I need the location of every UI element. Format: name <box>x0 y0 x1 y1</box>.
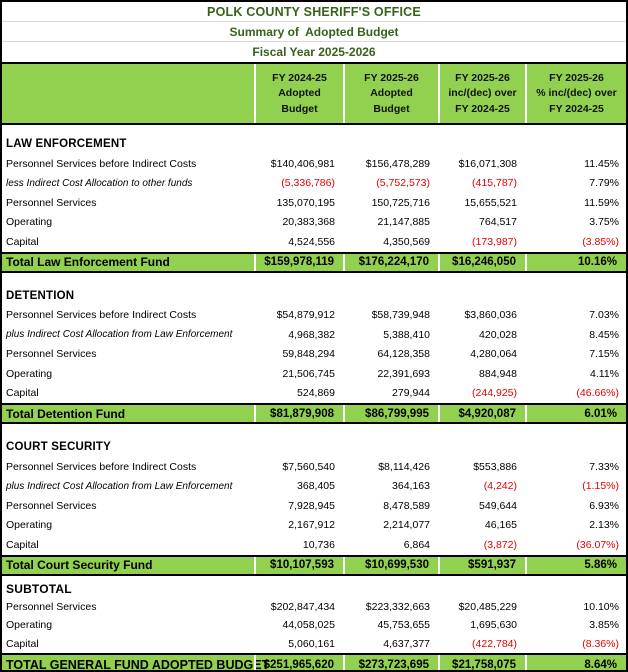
cell-value: (8.36%) <box>582 637 619 650</box>
cell-value: 6.93% <box>589 499 619 512</box>
total-cell-value: $16,246,050 <box>438 254 525 271</box>
row-label: plus Indirect Cost Allocation from Law Enforcement <box>6 480 233 492</box>
cell-value: $16,071,308 <box>458 157 517 170</box>
total-cell-value: $273,723,695 <box>343 655 438 672</box>
cell-value: 135,070,195 <box>276 196 335 209</box>
data-row <box>2 535 626 555</box>
cell-value: 21,147,885 <box>377 216 430 229</box>
cell-value: 45,753,655 <box>377 619 430 632</box>
cell-value: (5,336,786) <box>281 177 335 190</box>
cell-value: 59,848,294 <box>282 348 335 361</box>
cell-value: 10,736 <box>302 538 335 551</box>
total-row <box>2 252 626 273</box>
column-header-line: Budget <box>373 102 410 115</box>
cell-value: (415,787) <box>472 177 517 190</box>
section-court-security <box>2 424 626 576</box>
cell-value: $8,114,426 <box>378 460 430 473</box>
cell-value: 15,655,521 <box>464 196 517 209</box>
data-row <box>2 457 626 477</box>
total-cell-value: $251,965,620 <box>254 655 343 672</box>
row-label: Operating <box>6 519 53 532</box>
cell-value: 22,391,693 <box>377 367 430 380</box>
data-row <box>2 635 626 654</box>
cell-value: 7.33% <box>589 460 619 473</box>
cell-value: 150,725,716 <box>371 196 430 209</box>
total-cell-value: 6.01% <box>525 405 626 422</box>
data-row <box>2 516 626 536</box>
cell-value: 11.45% <box>584 157 619 170</box>
cell-value: 7.15% <box>589 348 619 361</box>
cell-value: 46,165 <box>484 519 517 532</box>
row-label: Personnel Services <box>6 600 97 613</box>
row-label: Capital <box>6 637 39 650</box>
total-cell-value: $21,758,075 <box>438 655 525 672</box>
cell-value: 4,524,556 <box>288 235 335 248</box>
total-cell-value: $86,799,995 <box>343 405 438 422</box>
total-cell-value: 8.64% <box>525 655 626 672</box>
total-cell-value: $10,699,530 <box>343 557 438 574</box>
cell-value: 5,060,161 <box>288 637 335 650</box>
data-row <box>2 213 626 233</box>
section-spacer <box>2 424 626 437</box>
cell-value: $140,406,981 <box>270 157 335 170</box>
total-row-label: Total Detention Fund <box>6 406 126 421</box>
cell-value: $20,485,229 <box>458 600 517 613</box>
cell-value: $223,332,663 <box>365 600 430 613</box>
section-title: COURT SECURITY <box>6 441 112 453</box>
section-spacer <box>2 273 626 286</box>
data-row <box>2 232 626 252</box>
cell-value: (1.15%) <box>582 480 619 493</box>
cell-value: $7,560,540 <box>282 460 335 473</box>
total-row <box>2 653 626 672</box>
cell-value: 4,280,064 <box>470 348 517 361</box>
row-label: Personnel Services before Indirect Costs <box>6 460 197 473</box>
row-label: Capital <box>6 235 39 248</box>
data-row <box>2 598 626 617</box>
cell-value: 64,128,358 <box>377 348 430 361</box>
section-law-enforcement <box>2 125 626 273</box>
cell-value: $54,879,912 <box>276 309 335 322</box>
row-label: Personnel Services <box>6 499 97 512</box>
section-title: DETENTION <box>6 289 75 302</box>
column-header-line: FY 2024-25 <box>455 102 510 115</box>
cell-value: 8,478,589 <box>383 499 430 512</box>
cell-value: (36.07%) <box>576 538 619 551</box>
total-row-label: Total Court Security Fund <box>6 558 153 572</box>
cell-value: $3,860,036 <box>464 309 517 322</box>
total-cell-value: 10.16% <box>525 254 626 271</box>
cell-value: 44,058,025 <box>282 619 335 632</box>
section-detention <box>2 273 626 425</box>
cell-value: 4,350,569 <box>383 235 430 248</box>
cell-value: 364,163 <box>392 480 430 493</box>
report-fiscal-year: Fiscal Year 2025-2026 <box>252 45 376 59</box>
column-header-3 <box>525 64 626 123</box>
row-label: plus Indirect Cost Allocation from Law Enforcement <box>6 329 233 341</box>
cell-value: (422,784) <box>472 637 517 650</box>
data-row <box>2 616 626 635</box>
data-row <box>2 154 626 174</box>
section-title: SUBTOTAL <box>6 581 72 596</box>
total-cell-value: $159,978,119 <box>254 254 343 271</box>
row-label: Operating <box>6 216 53 229</box>
total-row-label: Total Law Enforcement Fund <box>6 255 170 269</box>
cell-value: (4,242) <box>483 480 517 493</box>
data-row <box>2 384 626 404</box>
cell-value: $202,847,434 <box>270 600 335 613</box>
column-header-2 <box>438 64 525 123</box>
data-row <box>2 477 626 497</box>
cell-value: (244,925) <box>472 387 517 400</box>
cell-value: (173,987) <box>472 235 517 248</box>
cell-value: $553,886 <box>473 460 517 473</box>
cell-value: $58,739,948 <box>371 309 430 322</box>
cell-value: 3.75% <box>589 216 619 229</box>
data-row <box>2 325 626 345</box>
total-cell-value: $81,879,908 <box>254 405 343 422</box>
cell-value: 764,517 <box>479 216 517 229</box>
cell-value: (3.85%) <box>582 235 619 248</box>
column-header-0 <box>254 64 343 123</box>
data-row <box>2 174 626 194</box>
total-cell-value: $4,920,087 <box>438 405 525 422</box>
column-header-line: FY 2024-25 <box>272 71 327 84</box>
cell-value: 8.45% <box>589 328 619 341</box>
total-row-label: TOTAL GENERAL FUND ADOPTED BUDGET <box>6 657 270 672</box>
row-label: Operating <box>6 367 53 380</box>
cell-value: 4.11% <box>590 367 619 380</box>
total-cell-value: $10,107,593 <box>254 557 343 574</box>
data-row <box>2 364 626 384</box>
cell-value: 524,869 <box>297 387 335 400</box>
row-label: Personnel Services before Indirect Costs <box>6 157 197 170</box>
cell-value: 10.10% <box>583 600 619 613</box>
cell-value: 4,637,377 <box>383 637 430 650</box>
cell-value: 279,944 <box>392 387 430 400</box>
cell-value: $156,478,289 <box>365 157 430 170</box>
cell-value: 549,644 <box>479 499 517 512</box>
total-cell-value: $591,937 <box>438 557 525 574</box>
cell-value: 7,928,945 <box>288 499 335 512</box>
row-label: Personnel Services before Indirect Costs <box>6 309 197 322</box>
cell-value: 20,383,368 <box>282 216 335 229</box>
column-header-line: FY 2025-26 <box>364 71 419 84</box>
data-row <box>2 193 626 213</box>
cell-value: 884,948 <box>479 367 517 380</box>
cell-value: 1,695,630 <box>470 619 517 632</box>
row-label: Personnel Services <box>6 196 97 209</box>
column-header-line: % inc/(dec) over <box>536 87 617 100</box>
cell-value: (46.66%) <box>576 387 619 400</box>
row-label: less Indirect Cost Allocation to other funds <box>6 177 193 189</box>
cell-value: 5,388,410 <box>383 328 430 341</box>
column-header-empty <box>2 64 254 123</box>
report-subtitle: Summary of Adopted Budget <box>2 22 626 42</box>
column-header-line: FY 2025-26 <box>455 71 510 84</box>
section-title: LAW ENFORCEMENT <box>6 138 127 150</box>
report-title: POLK COUNTY SHERIFF'S OFFICE <box>2 2 626 22</box>
data-row <box>2 345 626 365</box>
cell-value: 6,864 <box>403 538 430 551</box>
cell-value: (3,872) <box>483 538 517 551</box>
column-header-line: Budget <box>281 102 318 115</box>
total-row <box>2 403 626 424</box>
column-header-line: inc/(dec) over <box>448 87 517 100</box>
cell-value: 7.03% <box>589 309 619 322</box>
cell-value: (5,752,573) <box>376 177 430 190</box>
cell-value: 3.85% <box>589 619 619 632</box>
column-header-line: Adopted <box>370 87 413 100</box>
total-row <box>2 555 626 576</box>
row-label: Capital <box>6 387 39 400</box>
column-header-line: Adopted <box>278 87 321 100</box>
cell-value: 2,214,077 <box>383 519 430 532</box>
data-row <box>2 306 626 326</box>
cell-value: 7.79% <box>589 177 619 190</box>
row-label: Personnel Services <box>6 348 97 361</box>
row-label: Capital <box>6 538 39 551</box>
column-header-line: FY 2025-26 <box>549 71 604 84</box>
table-body <box>2 125 626 672</box>
data-row <box>2 496 626 516</box>
cell-value: 21,506,745 <box>282 367 335 380</box>
section-subtotal <box>2 576 626 672</box>
cell-value: 4,968,382 <box>288 328 335 341</box>
total-cell-value: 5.86% <box>525 557 626 574</box>
cell-value: 2.13% <box>589 519 619 532</box>
total-cell-value: $176,224,170 <box>343 254 438 271</box>
column-header-1 <box>343 64 438 123</box>
column-header-line: FY 2024-25 <box>549 102 604 115</box>
column-header-row <box>2 62 626 125</box>
cell-value: 11.59% <box>584 196 619 209</box>
cell-value: 2,167,912 <box>288 519 335 532</box>
cell-value: 368,405 <box>297 480 335 493</box>
section-spacer <box>2 125 626 134</box>
cell-value: 420,028 <box>479 328 517 341</box>
row-label: Operating <box>6 619 53 632</box>
